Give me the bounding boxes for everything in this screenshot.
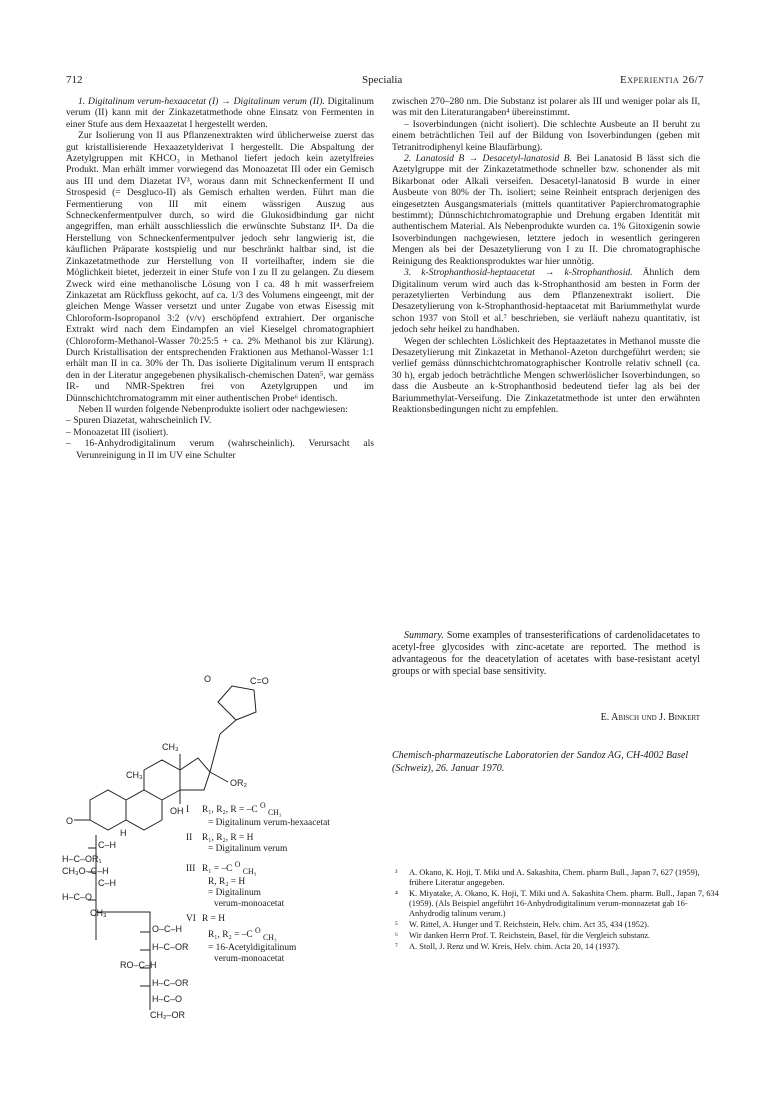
footnote-item: ⁵ W. Rittel, A. Hunger und T. Reichstein, Helv. chim. Act 35, 434 (1952). (395, 920, 650, 929)
sugar-bonds-2 (140, 932, 150, 986)
compound-i: I R₁, R₂, R = –C $^O$ $_{CH_3}$ = Digitalinum verum-hexaacetat (186, 801, 330, 828)
section-3-title: 3. k-Strophanthosid-heptaacetat → k-Strophanthosid. (404, 267, 633, 279)
paragraph-2: Zur Isolierung von II aus Pflanzenextrakten wird üblicherweise zuerst das gut kristallisierende Hexaazetylderivat I hergestellt. Die Abspaltung der Azetylgruppen mit KHCO₃ in Methanol liefert jedoch kein azetylfreies Produkt. Man erhält immer vorwiegend das Monoazetat III oder ein Gemisch aus III und dem Diazetat IV³, woraus dann mit Schneckenferment II und Strospesid (= Desgluco-II) als Gemisch erhalten werden. Führt man die Fermentierung von III mit einem wässrigen Auszug aus Schneckenfermentpulver durch, so wird die Glukosidbindung gar nicht angegriffen, man erhält ausschliesslich die erwünschte Substanz II⁴. Da die Herstellung von Schneckenfermentpulver jedoch sehr langwierig ist, die käuflichen Präparate kostspielig und nur beschränkt haltbar sind, ist die Zinkazetatmethode zur Herstellung von II vorteilhafter, indem sie die Möglichkeit bietet, jederzeit in einer Stufe von I zu II zu gelangen. Zu diesem Zweck wird eine methanolische Lösung von I ca. 48 h mit wasserfreiem Zinkazetat am Rückfluss gekocht, auf ca. 1/3 des Volumens eingeengt, mit der gleichen Menge Wasser versetzt und unter Zugabe von etwas Eisessig mit Chloroform-Isopropanol 3:2 (v/v) erschöpfend extrahiert. Der organische Extrakt wird nach dem Eindampfen an viel Kieselgel chromatographiert (Chloroform-Methanol-Wasser 70:25:5 + ca. 2% Methanol bis zur Klärung). Durch Kristallisation der entsprechenden Fraktionen aus Methanol-Wasser 1:1 erhält man II in ca. 30% der Th. Das isolierte Digitalinum verum II entsprach den in der Literatur angegebenen physikalisch-chemischen Daten⁵, war gemäss IR- und NMR-Spektren frei von Azetylgruppen und im Dünnschichtchromatogramm mit einer authentischen Probe⁶ identisch. (66, 130, 374, 404)
ring-d (180, 758, 210, 790)
footnotes (393, 868, 723, 953)
authors: E. Abisch und J. Binkert (600, 712, 700, 723)
sugar-label: C–H (98, 878, 117, 888)
page-number: 712 (66, 74, 83, 86)
list-item: – Spuren Diazetat, wahrscheinlich IV. (66, 415, 212, 427)
list-item: – 16-Anhydrodigitalinum verum (wahrscheinlich). Verursacht als Verunreinigung in II im UV eine Schulter (66, 438, 374, 461)
sugar-label: RO–C–H (120, 960, 157, 970)
section-3-text: Ähnlich dem Digitalinum verum wird auch das k-Strophanthosid am besten in Form der perazetylierten Verbindung aus dem Pflanzenextrakt isoliert. Die Desazetylierung von k-Strophanthosid-heptaacetat mit Bariummethylat wurde schon 1937 von Stoll et al.⁷ beschrieben, sie verläuft nahezu quantitativ, ist jedoch sehr heikel zu handhaben. (392, 267, 700, 336)
ring-c (144, 760, 180, 800)
ring-o-label: O (204, 674, 212, 684)
footnote-item: ⁴ K. Miyatake, A. Okano, K. Hoji, T. Miki und A. Sakashita Chem. pharm. Bull., Japan 7, 634 (1959). (Als Beispiel angeführt 16-Anhydrodigitalinum verum-monoazetat gab 16-Anhydrodig talinum verum.) (395, 889, 719, 918)
bond (210, 772, 228, 782)
footnote-item: ⁷ A. Stoll, J. Renz und W. Kreis, Helv. chim. Acta 20, 14 (1937). (395, 942, 620, 951)
section-2 (392, 153, 700, 267)
section-1-text: Digitalinum verum (II) kann mit der Zinkazetatmethode ohne Einsatz von Fermenten in einer Stufe aus dem Hexaazetat I hergestellt werden. (66, 96, 374, 130)
ring-b (126, 790, 162, 830)
footnote-item: ³ A. Okano, K. Hoji, T. Miki und A. Sakashita, Chem. pharm Bull., Japan 7, 627 (1959), frühere Literatur angegeben. (395, 868, 700, 887)
sugar-label: H–C–O (152, 994, 183, 1004)
summary-text: Some examples of transesterifications of cardenolidacetates to acetyl-free glycosides with zinc-acetate are reported. The method is advantageous for the deacetylation of acetates with base-resistant acetyl groups or with special base sensitivity. (392, 630, 701, 677)
o-label: O (66, 816, 74, 826)
sugar-label: H–C–OR₁ (62, 854, 102, 864)
footnote-item: ⁶ Wir danken Herrn Prof. T. Reichstein, Basel, für die Vergleich substanz. (395, 931, 651, 940)
ch3-label: CH₃ (126, 770, 143, 780)
left-column (66, 96, 374, 461)
right-column (392, 96, 700, 415)
sugar-label: H–C–O (62, 892, 93, 902)
paragraph-3: Neben II wurden folgende Nebenprodukte isoliert oder nachgewiesen: (78, 403, 348, 415)
affiliation: Chemisch-pharmazeutische Laboratorien der Sandoz AG, CH-4002 Basel (Schweiz), 26. Januar 1970. (392, 750, 689, 774)
compound-ii: II R₁, R₂, R = H = Digitalinum verum (186, 833, 288, 854)
running-section: Specialia (362, 74, 403, 86)
ring-a (90, 790, 126, 830)
section-1-title: 1. Digitalinum verum-hexaacetat (I) → Digitalinum verum (II). (78, 96, 325, 107)
summary-label: Summary. (404, 630, 444, 641)
continued-text: zwischen 270–280 nm. Die Substanz ist polarer als III und weniger polar als II, was mit den Literaturangaben⁴ übereinstimmt. (392, 96, 700, 119)
or2-label: OR₂ (230, 778, 247, 788)
sugar-label: O–C–H (152, 924, 183, 934)
summary-block (392, 630, 700, 678)
compound-vi: VI R = H R₁, R₂ = –C $^O$ $_{CH_3}$ = 16-Acetyldigitalinum verum-monoacetat (186, 914, 297, 964)
bond (220, 720, 236, 734)
paragraph-4: Wegen der schlechten Löslichkeit des Heptaazetates in Methanol musste die Desazetylierung mit Zinkazetat in Methanol-Azeton durchgeführt werden; sie verlief gemäss dünnschichtchromatographischer Kontrolle relativ schnell (ca. 30 h), ergab jedoch beträchtliche Mengen schwerlöslicher Isoverbindungen, so dass die Ausbeute an k-Strophanthosid bedeutend tiefer lag als bei der Bariummethylat-Verseifung. Die Zinkazetatmethode ist unter den erwähnten Reaktionsbedingungen nicht zu empfehlen. (392, 335, 700, 415)
sugar-label: CH₃ (90, 908, 107, 918)
paragraph-1 (66, 96, 374, 130)
sugar-label: H–C–OR (152, 942, 189, 952)
list-item: – Monoazetat III (isoliert). (66, 426, 169, 438)
section-2-text: Bei Lanatosid B lässt sich die Azetylgruppe mit der Zinkazetatmethode schneller bzw. schonender als mit Bikarbonat oder Alkali verseifen. Desacetyl-lanatosid B wurde in einer Ausbeute von 80% der Th. isoliert; seine Reinheit entsprach derjenigen des eingesetzten Ausgangsmaterials (mittels quantitativer Papierchromatographie bestimmt); Dünnschichtchromatographie und Drehung ergaben Identität mit authentischem Material. Als Nebenprodukte wurden ca. 1% Gitoxigenin sowie Isoverbindungen nachgewiesen, letztere jedoch in wesentlich geringeren Mengen als bei der Desazetylierung von I zu II. Die chromatographische Reinigung des Reaktionsproduktes war hier unnötig. (392, 153, 700, 267)
sugar-label: C–H (98, 840, 117, 850)
journal-name: Experientia 26/7 (620, 74, 705, 86)
sugar-label: CH₃O–C–H (62, 866, 109, 876)
bond (210, 734, 220, 772)
compound-iii: III R₁ = –C $^O$ $_{CH_3}$ R, R₂ = H = Digitalinum verum-monoacetat (186, 860, 285, 909)
isoverbindungen-paragraph: – Isoverbindungen (nicht isoliert). Die schlechte Ausbeute an II beruht zu einem beträchtlichen Teil auf der Bildung von Isoverbindungen (geben mit Tetranitrodiphenyl keine Blaufärbung). (392, 118, 700, 153)
sugar-label: CH₂–OR (150, 1010, 185, 1020)
ch3-label: CH₃ (162, 742, 179, 752)
section-3 (392, 267, 700, 335)
sugar-label: H–C–OR (152, 978, 189, 988)
compound-legend (186, 800, 376, 965)
h-label: H (120, 828, 127, 838)
section-2-title: 2. Lanatosid B → Desacetyl-lanatosid B. (404, 153, 572, 165)
oh-label: OH (170, 806, 184, 816)
carbonyl-label: C=O (250, 676, 269, 686)
lactone-ring (218, 686, 256, 720)
